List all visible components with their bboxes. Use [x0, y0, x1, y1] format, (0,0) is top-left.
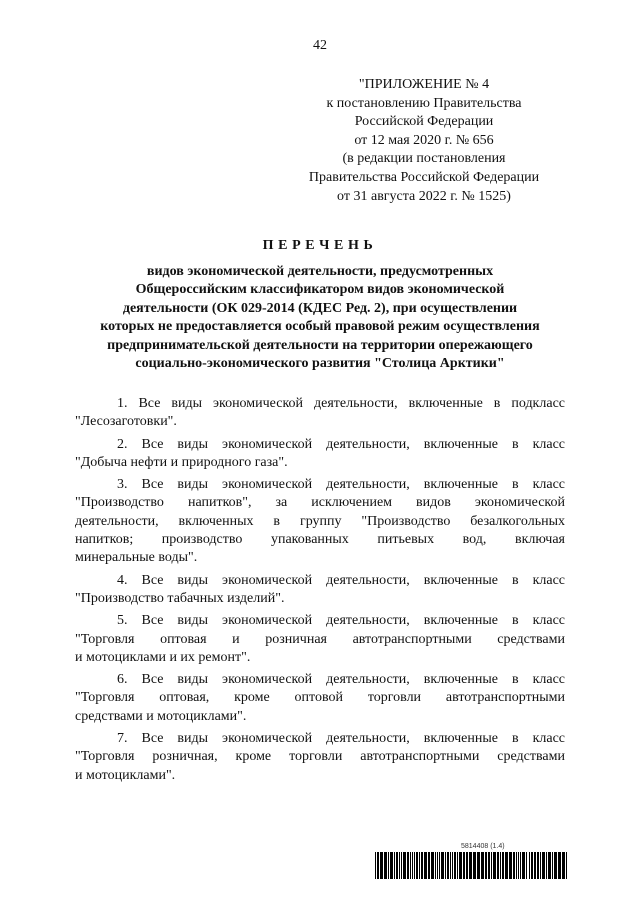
barcode-bar [401, 852, 402, 879]
barcode-bar [493, 852, 496, 879]
appendix-header [300, 76, 548, 206]
barcode-bar [388, 852, 389, 879]
list-item [75, 671, 565, 726]
item-line: напитков; производство упакованных питьевых вод, включая [75, 532, 565, 548]
appendix-line: (в редакции постановления [342, 151, 506, 167]
item-line: "Производство табачных изделий". [75, 590, 285, 606]
barcode-bar [520, 852, 521, 879]
item-line: средствами и мотоциклами". [75, 708, 247, 724]
barcode-bar [516, 852, 517, 879]
barcode-area [375, 843, 570, 879]
barcode-bar [518, 852, 519, 879]
barcode-bar [428, 852, 430, 879]
subtitle-line: видов экономической деятельности, предусмотренных [146, 264, 494, 279]
barcode-bar [390, 852, 393, 879]
barcode-bar [469, 852, 472, 879]
barcode-bar [509, 852, 512, 879]
barcode-label: 5814408 (1.4) [461, 843, 505, 850]
barcode-bar [558, 852, 561, 879]
list-item [75, 572, 565, 609]
barcode-bar [473, 852, 476, 879]
item-line: "Добыча нефти и природного газа". [75, 454, 288, 470]
barcode-bar [394, 852, 395, 879]
barcode-bar [407, 852, 409, 879]
barcode-bar [416, 852, 418, 879]
barcode-bar [412, 852, 413, 879]
list-item [75, 730, 565, 785]
barcode-bar [457, 852, 458, 879]
barcode-bar [500, 852, 501, 879]
item-line: "Торговля оптовая и розничная автотранспортными средствами [75, 631, 565, 647]
item-line: и мотоциклами и их ремонт". [75, 649, 251, 665]
item-line: 7. Все виды экономической деятельности, включенные в класс [117, 731, 565, 747]
barcode-bar [419, 852, 420, 879]
item-line: "Торговля розничная, кроме торговли автотранспортными средствами [75, 749, 565, 765]
item-line: 5. Все виды экономической деятельности, включенные в класс [117, 613, 565, 629]
item-line: 4. Все виды экономической деятельности, включенные в класс [117, 572, 565, 588]
barcode-bar [562, 852, 565, 879]
subtitle-line: которых не предоставляется особый правовой режим осуществления [100, 319, 540, 335]
barcode-bar [502, 852, 504, 879]
page-number: 42 [313, 38, 327, 53]
item-line: 6. Все виды экономической деятельности, включенные в класс [117, 672, 565, 688]
item-line: 1. Все виды экономической деятельности, включенные в подкласс [117, 396, 565, 411]
item-line: 3. Все виды экономической деятельности, включенные в класс [117, 477, 565, 493]
barcode-bar [414, 852, 415, 879]
barcode-bar [552, 852, 553, 879]
barcode-bar [421, 852, 423, 879]
barcode-bar [435, 852, 436, 879]
subtitle-line: предпринимательской деятельности на территории опережающего [107, 337, 533, 353]
barcode-bar [410, 852, 411, 879]
subtitle-line: Общероссийским классификатором видов экономической [135, 282, 505, 298]
barcode-bar [431, 852, 434, 879]
barcode-bar [452, 852, 453, 879]
barcode-bar [377, 852, 379, 879]
barcode-bar [384, 852, 387, 879]
item-line: "Торговля оптовая, кроме оптовой торговли автотранспортными [75, 690, 565, 706]
barcode-bar [537, 852, 539, 879]
barcode-bar [375, 852, 376, 879]
barcode-bar [439, 852, 440, 879]
barcode-bar [542, 852, 545, 879]
barcode-bar [403, 852, 406, 879]
list-item [75, 436, 565, 473]
appendix-line: от 31 августа 2022 г. № 1525) [337, 188, 511, 204]
barcode-bar [481, 852, 484, 879]
barcode-bar [540, 852, 541, 879]
subtitle-line: социально-экономического развития "Столица Арктики" [135, 356, 505, 372]
list-body [75, 395, 565, 789]
barcode-bar [437, 852, 438, 879]
item-line: "Производство напитков", за исключением видов экономической [75, 495, 565, 511]
appendix-line: Правительства Российской Федерации [308, 169, 540, 185]
appendix-line: к постановлению Правительства [326, 95, 522, 111]
list-item [75, 476, 565, 567]
barcode-bar [441, 852, 444, 879]
barcode-bar [477, 852, 480, 879]
document-subtitle [60, 263, 580, 373]
barcode-bar [463, 852, 465, 879]
barcode-bar [534, 852, 536, 879]
barcode-bar [526, 852, 527, 879]
barcode-bar [554, 852, 557, 879]
appendix-line: от 12 мая 2020 г. № 656 [354, 132, 494, 148]
barcode-bar [491, 852, 492, 879]
list-item [75, 395, 565, 432]
barcode-bar [399, 852, 400, 879]
barcode-bar [466, 852, 468, 879]
item-line: "Лесозаготовки". [75, 414, 177, 430]
item-line: и мотоциклами". [75, 767, 176, 783]
item-line: деятельности, включенных в группу "Производство безалкогольных [75, 513, 565, 529]
item-line: 2. Все виды экономической деятельности, включенные в класс [117, 436, 565, 452]
barcode-bar [380, 852, 383, 879]
appendix-line: "ПРИЛОЖЕНИЕ № 4 [358, 77, 490, 92]
barcode-bar [497, 852, 499, 879]
item-line: минеральные воды". [75, 550, 198, 566]
barcode-bar [529, 852, 530, 879]
barcode-bar [450, 852, 451, 879]
barcode-bar [459, 852, 462, 879]
barcode-bar [548, 852, 551, 879]
document-title: ПЕРЕЧЕНЬ [262, 238, 378, 253]
barcode-bar [396, 852, 398, 879]
barcode-bar [424, 852, 427, 879]
barcode-bar [454, 852, 456, 879]
subtitle-line: деятельности (ОК 029-2014 (КДЕС Ред. 2), при осуществлении [122, 300, 518, 316]
barcode-bar [488, 852, 490, 879]
barcode-bar [445, 852, 446, 879]
barcode-bar [566, 852, 567, 879]
barcode-icon [375, 852, 570, 879]
list-item [75, 612, 565, 667]
barcode-bar [513, 852, 515, 879]
appendix-line: Российской Федерации [354, 114, 494, 130]
barcode-bar [546, 852, 547, 879]
barcode-bar [505, 852, 508, 879]
barcode-bar [531, 852, 533, 879]
barcode-bar [447, 852, 449, 879]
barcode-bar [485, 852, 487, 879]
barcode-bar [522, 852, 525, 879]
